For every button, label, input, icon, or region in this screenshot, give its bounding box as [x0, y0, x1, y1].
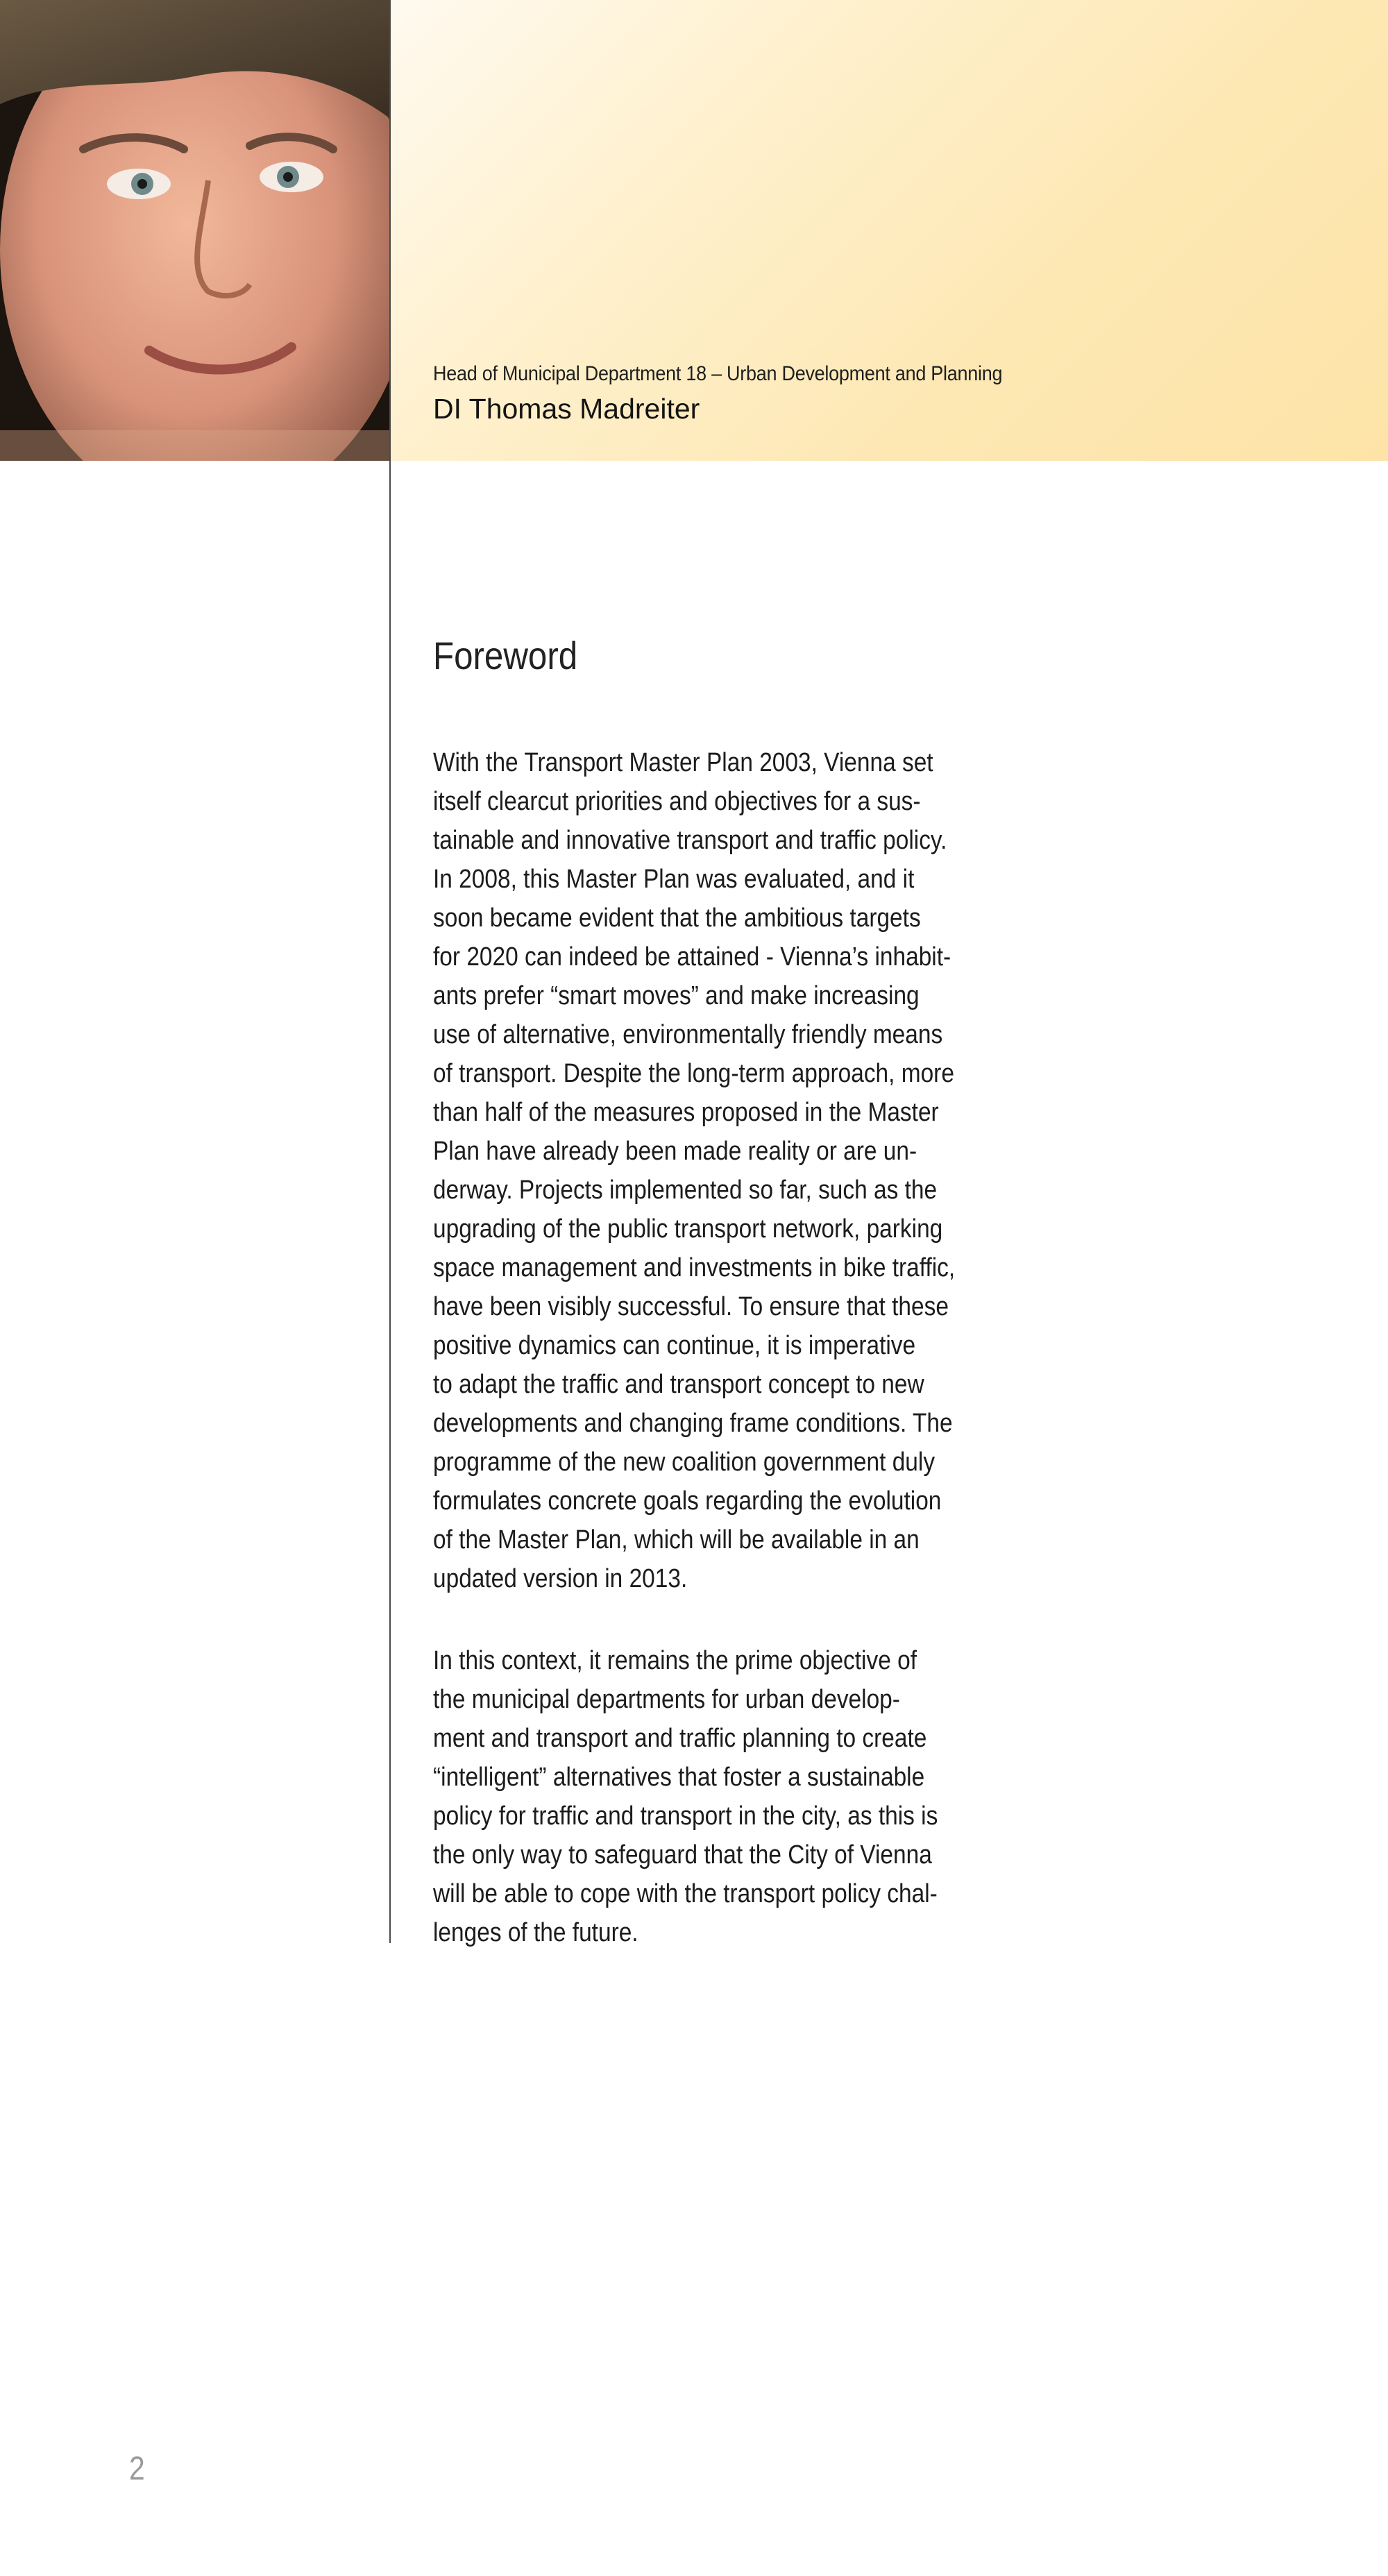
page-title: Foreword: [433, 634, 578, 677]
body-paragraph-1: With the Transport Master Plan 2003, Vienna set itself clearcut priorities and objectives for a sus- tainable and innovative transport and traffic policy. In 2008, this Master Plan was evaluated, and it soon became evident that the ambitious targets for 2020 can indeed be attained - Vienna’s inhabit- ants prefer “smart moves” and make increasing use of alternative, environmentally friendly means of transport. Despite the long-term approach, more than half of the measures proposed in the Master Plan have already been made reality or are un- derway. Projects implemented so far, such as the upgrading of the public transport network, parking space management and investments in bike traffic, have been visibly successful. To ensure that these positive dynamics can continue, it is imperative to adapt the traffic and transport concept to new developments and changing frame conditions. The programme of the new coalition government duly formulates concrete goals regarding the evolution of the Master Plan, which will be available in an updated version in 2013.: [433, 748, 956, 1593]
page-number: 2: [129, 2450, 145, 2487]
author-position: Head of Municipal Department 18 – Urban Development and Planning: [433, 362, 1003, 385]
portrait-photo: [0, 0, 389, 461]
body-paragraph-2: In this context, it remains the prime objective of the municipal departments for urban develop- ment and transport and traffic planning to create “intelligent” alternatives that foster a sustainable policy for traffic and transport in the city, as this is the only way to safeguard that the City of Vienna will be able to cope with the transport policy chal- lenges of the future.: [433, 1646, 938, 1947]
vertical-divider: [389, 0, 391, 1943]
header-band: [389, 0, 1388, 461]
author-name: DI Thomas Madreiter: [433, 393, 700, 425]
